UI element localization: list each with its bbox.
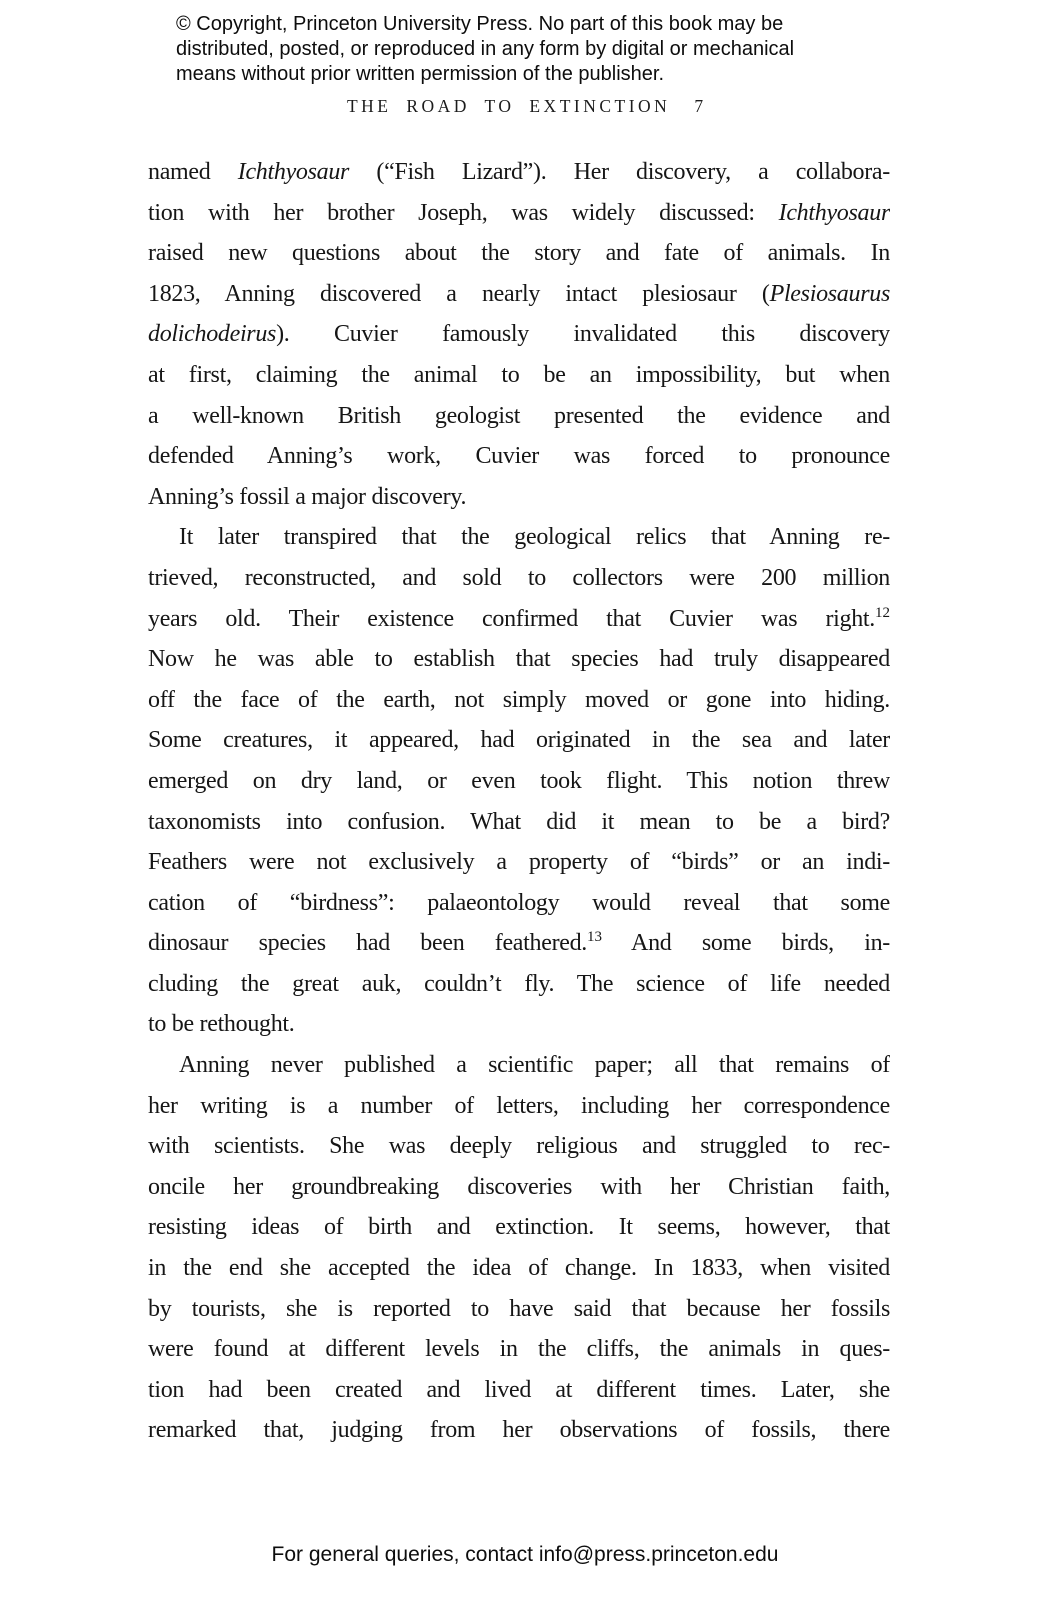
body-line: Anning’s fossil a major discovery.	[148, 483, 467, 510]
body-line: emerged on dry land, or even took flight. This notion threw	[148, 767, 890, 794]
body-line: tion had been created and lived at different times. Later, she	[148, 1376, 890, 1403]
footnote-reference: 12	[875, 604, 890, 621]
body-line: dolichodeirus). Cuvier famously invalidated this discovery	[148, 321, 890, 348]
body-line: named Ichthyosaur (“Fish Lizard”). Her discovery, a collabora-	[148, 159, 890, 185]
body-line: to be rethought.	[148, 1011, 295, 1038]
copyright-line: means without prior written permission of the publisher.	[176, 63, 665, 85]
copyright-line: © Copyright, Princeton University Press. No part of this book may be	[176, 13, 784, 35]
body-text	[148, 152, 890, 1451]
body-line: in the end she accepted the idea of change. In 1833, when visited	[148, 1255, 890, 1282]
body-line: Some creatures, it appeared, had originated in the sea and later	[148, 727, 890, 754]
body-line: oncile her groundbreaking discoveries with her Christian faith,	[148, 1173, 890, 1200]
body-line: were found at different levels in the cliffs, the animals in ques-	[148, 1336, 890, 1363]
body-line: tion with her brother Joseph, was widely discussed: Ichthyosaur	[148, 199, 890, 226]
body-line: remarked that, judging from her observations of fossils, there	[148, 1417, 890, 1444]
body-line: cluding the great auk, couldn’t fly. The science of life needed	[148, 970, 890, 997]
body-line: years old. Their existence confirmed that Cuvier was right.$^{12}$	[148, 604, 890, 632]
body-line: by tourists, she is reported to have said that because her fossils	[148, 1295, 890, 1322]
footer-queries-note: For general queries, contact info@press.princeton.edu	[271, 1543, 779, 1566]
body-line: defended Anning’s work, Cuvier was forced to pronounce	[148, 443, 890, 470]
body-line: Feathers were not exclusively a property of “birds” or an indi-	[148, 849, 890, 876]
body-line: Anning never published a scientific paper; all that remains of	[179, 1052, 890, 1079]
body-line: taxonomists into confusion. What did it mean to be a bird?	[148, 808, 890, 835]
body-line: 1823, Anning discovered a nearly intact plesiosaur (Plesiosaurus	[148, 280, 890, 307]
body-line: at first, claiming the animal to be an impossibility, but when	[148, 361, 890, 388]
body-line: dinosaur species had been feathered.$^{13}$ And some birds, in-	[148, 929, 890, 957]
body-line: Now he was able to establish that species had truly disappeared	[148, 646, 890, 673]
page-number: 7	[694, 96, 704, 116]
footnote-reference: 13	[587, 929, 603, 946]
paragraph	[148, 152, 890, 517]
copyright-line: distributed, posted, or reproduced in any form by digital or mechanical	[176, 38, 795, 60]
body-line: cation of “birdness”: palaeontology would reveal that some	[148, 889, 890, 916]
paragraph	[148, 1045, 890, 1451]
body-line: raised new questions about the story and fate of animals. In	[148, 240, 890, 267]
body-line: off the face of the earth, not simply moved or gone into hiding.	[148, 686, 890, 713]
body-line: a well-known British geologist presented the evidence and	[148, 402, 890, 429]
body-line: with scientists. She was deeply religious and struggled to rec-	[148, 1133, 890, 1160]
body-line: her writing is a number of letters, including her correspondence	[148, 1092, 890, 1119]
body-line: resisting ideas of birth and extinction. It seems, however, that	[148, 1214, 890, 1241]
running-head-title: THE ROAD TO EXTINCTION	[346, 96, 671, 116]
copyright-notice	[176, 12, 876, 87]
paragraph	[148, 517, 890, 1045]
body-line: It later transpired that the geological relics that Anning re-	[179, 524, 890, 551]
running-head	[0, 96, 1050, 117]
body-line: trieved, reconstructed, and sold to collectors were 200 million	[148, 564, 890, 591]
